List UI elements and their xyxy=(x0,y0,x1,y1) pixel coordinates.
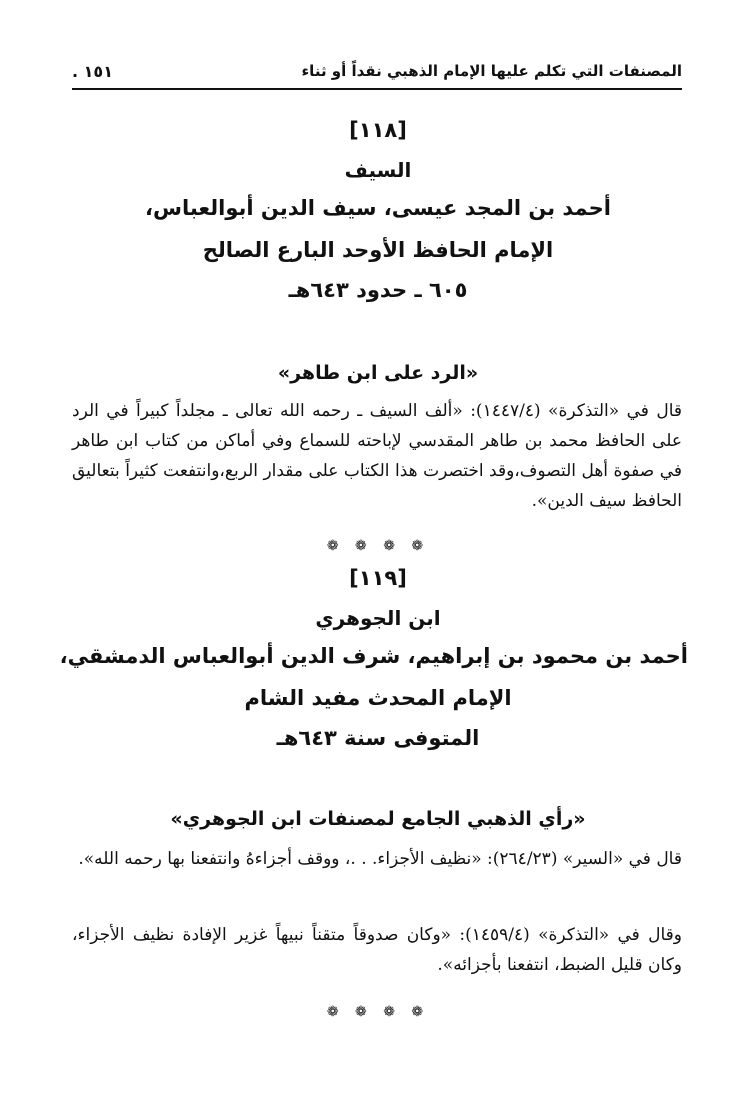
work-title-118 xyxy=(68,362,688,392)
entry-number: [١١٩] xyxy=(349,566,407,590)
entry-118-heading xyxy=(68,118,688,318)
entry-description: الإمام المحدث مفيد الشام xyxy=(244,686,512,710)
separator-ornament: ❁ ❁ ❁ ❁ xyxy=(326,1004,430,1020)
work-title: «الرد على ابن طاهر» xyxy=(277,362,479,384)
entry-119-heading xyxy=(59,566,688,766)
separator-ornament: ❁ ❁ ❁ ❁ xyxy=(326,538,430,554)
entry-119-paragraph-1: قال في «السير» (٢٦٤/٢٣): «نظيف الأجزاء. . .، ووقف أجزاءهُ وانتفعنا بها رحمه الله». xyxy=(78,849,682,869)
running-header xyxy=(72,58,682,90)
entry-short-name: السيف xyxy=(344,158,412,182)
entry-description: الإمام الحافظ الأوحد البارع الصالح xyxy=(202,238,554,262)
entry-number: [١١٨] xyxy=(349,118,407,142)
work-title: «رأي الذهبي الجامع لمصنفات ابن الجوهري» xyxy=(170,808,586,830)
entry-dates: ٦٠٥ ـ حدود ٦٤٣هـ xyxy=(288,278,468,302)
entry-119-paragraph-2: وقال في «التذكرة» (١٤٥٩/٤): «وكان صدوقاً متقناً نبيهاً غزير الإفادة نظيف الأجزاء، وكان قليل الضبط، انتفعنا بأجزائه». xyxy=(72,925,682,975)
work-title-119 xyxy=(68,808,688,838)
entry-short-name: ابن الجوهري xyxy=(315,606,441,630)
entry-full-name: أحمد بن محمود بن إبراهيم، شرف الدين أبوالعباس الدمشقي، xyxy=(59,644,688,668)
entry-full-name: أحمد بن المجد عيسى، سيف الدين أبوالعباس، xyxy=(145,196,611,220)
page-number: ١٥١ . xyxy=(72,62,113,81)
header-rule xyxy=(72,88,682,90)
header-title: المصنفات التي تكلم عليها الإمام الذهبي نقداً أو ثناء xyxy=(301,62,682,80)
entry-dates: المتوفى سنة ٦٤٣هـ xyxy=(276,726,480,750)
entry-118-paragraph: قال في «التذكرة» (١٤٤٧/٤): «ألف السيف ـ رحمه الله تعالى ـ مجلداً كبيراً في الرد على الحافظ محمد بن طاهر المقدسي لإباحته للسماع وفي أماكن من كتاب ابن طاهر في صفوة أهل التصوف،وقد اختصرت هذا الكتاب على مقدار الربع،وانتفعت كثيراً بتعاليق الحافظ سيف الدين». xyxy=(72,401,683,511)
